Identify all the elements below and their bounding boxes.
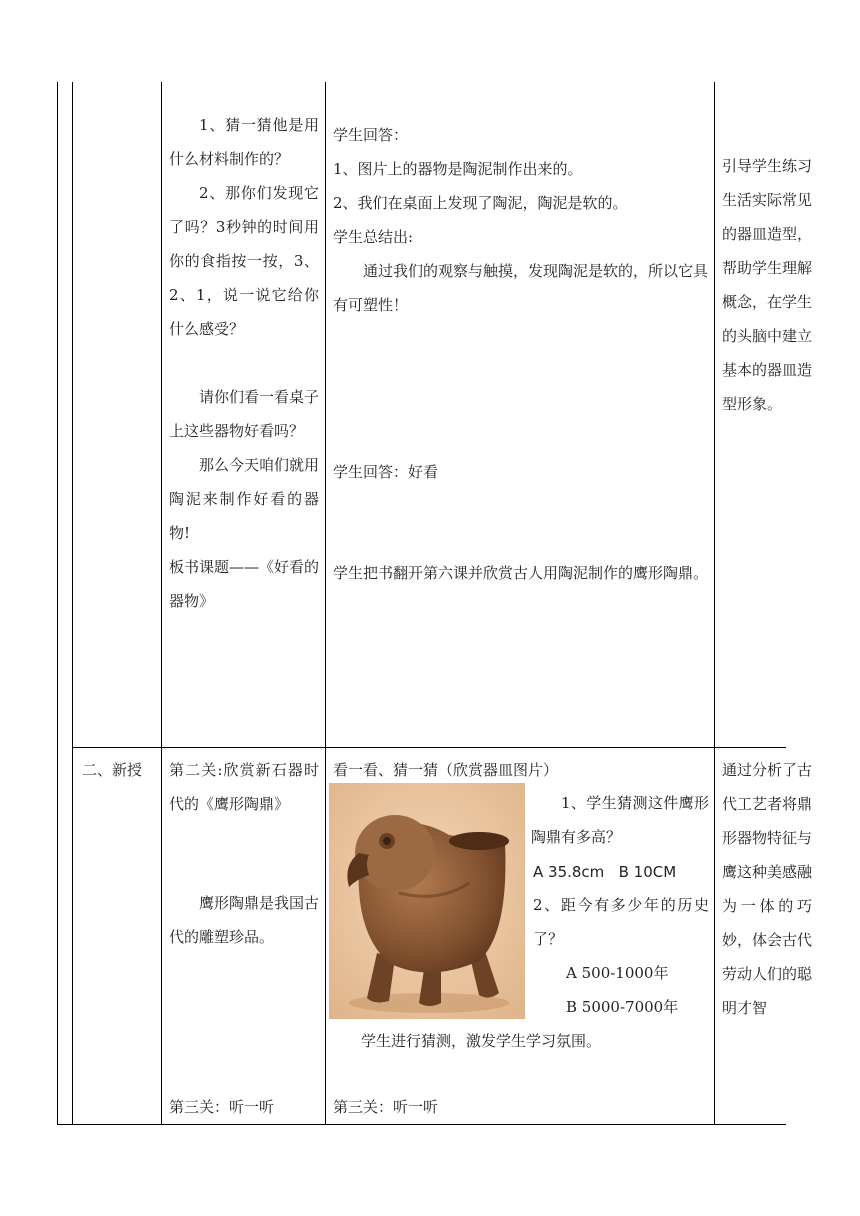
intent-text-2: 通过分析了古代工艺者将鼎形器物特征与鹰这种美感融为一体的巧妙，体会古代劳动人们的聪明才智 [722,761,813,1017]
table-border-bottom [57,1124,786,1125]
question-2-option-a: A 500-1000年 [566,964,669,982]
row2-teacher-cell-1: 第二关:欣赏新石器时代的《鹰形陶鼎》 [169,761,319,813]
question-2-option-b: B 5000-7000年 [566,998,679,1016]
table-border-left-outer [57,82,58,1125]
teacher-board-title: 板书课题——《好看的器物》 [169,558,320,610]
intent-text-1: 引导学生练习生活实际常见的器皿造型，帮助学生理解概念，在学生的头脑中建立基本的器皿造型形象。 [722,157,813,413]
student-open-book: 学生把书翻开第六课并欣赏古人用陶泥制作的鹰形陶鼎。 [333,564,709,582]
teacher-question-1: 1、猜一猜他是用什么材料制作的？ [169,116,319,168]
student-summary-label: 学生总结出: [333,228,414,246]
question-1: 1、学生猜测这件鹰形陶鼎有多高？ [531,794,709,846]
column-divider-3 [714,82,715,1125]
row2-student-cell-3: 第三关：听一听 [333,1098,439,1116]
row2-student-header: 看一看、猜一猜（欣赏器皿图片） [333,761,559,779]
question-2: 2、距今有多少年的历史了？ [533,896,709,948]
student-guess: 学生进行猜测，激发学生学习氛围。 [361,1032,602,1050]
teacher-statement: 那么今天咱们就用陶泥来制作好看的器物! [169,456,320,542]
row2-teacher-cell-3: 第三关：听一听 [169,1098,275,1116]
student-answer-good-looking: 学生回答：好看 [333,463,439,481]
student-answer-2: 2、我们在桌面上发现了陶泥，陶泥是软的。 [333,194,628,212]
row2-teacher-cell-2: 鹰形陶鼎是我国古代的雕塑珍品。 [169,894,320,946]
table-border-left-inner [72,82,73,1125]
row1-intent-cell [722,149,813,559]
teacher-question-3: 请你们看一看桌子上这些器物好看吗？ [169,388,320,440]
question-1-options-text: A 35.8cm B 10CM [533,863,677,881]
teacher-question-2: 2、那你们发现它了吗？3秒钟的时间用你的食指按一按，3、2、1，说一说它给你什么感受？ [169,184,319,338]
question-1-options [533,855,711,889]
row-divider [72,747,786,748]
student-answer-1: 1、图片上的器物是陶泥制作出来的。 [333,160,583,178]
column-divider-2 [325,82,326,1125]
stage-label: 二、新授 [82,761,143,779]
row1-teacher-cell [169,108,319,618]
row1-student-cell [333,118,709,322]
eagle-pottery-image [329,783,525,1019]
row2-intent-cell [722,753,813,1124]
column-divider-1 [161,82,162,1125]
student-answer-intro: 学生回答： [333,126,409,144]
student-summary: 通过我们的观察与触摸，发现陶泥是软的，所以它具有可塑性！ [333,262,709,314]
